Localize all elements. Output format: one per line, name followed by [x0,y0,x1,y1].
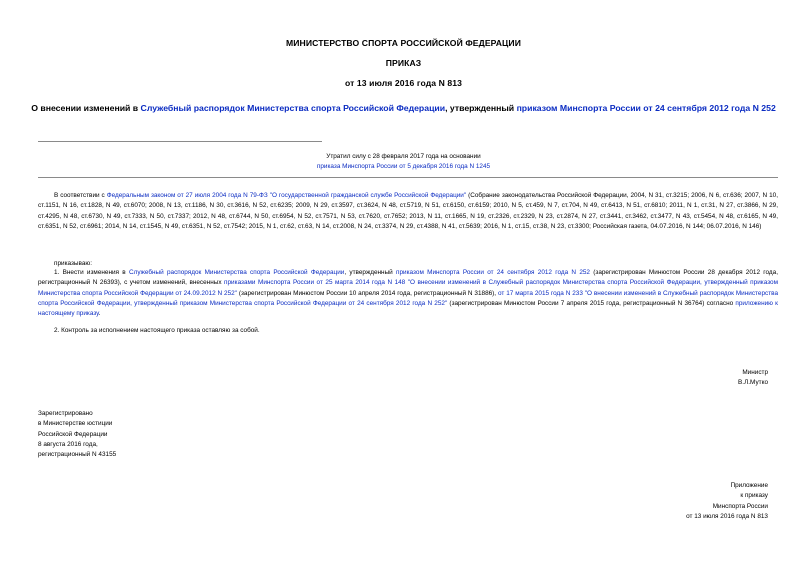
registration-line-2: в Министерстве юстиции [38,420,113,428]
preamble-link-law-79[interactable]: Федеральным законом от 27 июля 2004 года N 79-ФЗ "О государственной гражданской службе Российской Федерации" [106,192,467,199]
item1-link-order-148[interactable]: приказами Минспорта России от 25 марта 2014 года N 148 "О внесении изменений в Служебный распорядок Министерства спорта Российской Федерации, утвержденный приказом Министерства спорта Российской Федерации от 24.09.2012 N 252" [38,279,778,297]
item1-text-1: 1. Внести изменения в [54,269,129,276]
item-1-paragraph [38,268,778,319]
item1-link-appendix[interactable]: приложению к настоящему приказу [38,299,778,318]
item1-link-order-252[interactable]: приказом Минспорта России от 24 сентября 2012 года N 252 [396,269,590,276]
title-prefix: О внесении изменений в [31,103,141,113]
item-2-paragraph: 2. Контроль за исполнением настоящего приказа оставляю за собой. [54,327,260,334]
appendix-line-3: Минспорта России [712,502,768,510]
appendix-block [686,481,768,522]
status-line: Утратил силу с 28 февраля 2017 года на основании [326,153,481,160]
order-word: приказываю: [54,260,92,267]
appendix-line-4: от 13 июля 2016 года N 813 [686,512,768,520]
title-middle: , утвержденный [445,103,517,113]
title-link-order-252[interactable]: приказом Минспорта России от 24 сентября 2012 года N 252 [516,103,776,113]
preamble-text-2: (Собрание законодательства Российской Федерации, 2004, N 31, ст.3215; 2006, N 6, ст.636; 2007, N 10, ст.1151, N 16, ст.1828, N 49, ст.6070; 2008, N 13, ст.1186, N 30, ст.3616, N 52, ст.6235; 2009, N 29, ст.3597, ст.3624, N 48, ст.5719, N 51, ст.6150, ст.6159; 2010, N 5, ст.459, N 7, ст.704, N 49, ст.6413, N 51, ст.6810; 2011, N 1, ст.31, N 27, ст.3866, N 29, ст.4295, N 48, ст.6730, N 49, ст.7333, N 50, ст.7337; 2012, N 48, ст.6744, N 50, ст.6954, N 52, ст.7571, N 53, ст.7620, ст.7652; 2013, N 11, ст.1665, N 19, ст.2326, ст.2329, N 23, ст.2874, N 27, ст.3441, ст.3462, ст.3477, N 43, ст.5454, N 48, ст.6165, N 49, ст.6351, N 52, ст.6961; 2014, N 14, ст.1545, N 49, ст.6351, N 52, ст.7542; 2015, N 1, ст.62, ст.63, N 14, ст.2008, N 24, ст.3374, N 29, ст.4388, N 41, ст.5639; 2016, N 1, ст.15, ст.38, N 23, ст.3300; Российская газета, 04.07.2016, N 144; 06.07.2016, N 146) [38,192,778,230]
registration-line-3: Российской Федерации [38,430,108,438]
item1-text-2: , утвержденный [344,269,397,276]
divider-short [38,141,322,142]
ministry-heading: МИНИСТЕРСТВО СПОРТА РОССИЙСКОЙ ФЕДЕРАЦИИ [285,38,521,48]
item1-link-service-rules[interactable]: Служебный распорядок Министерства спорта Российской Федерации [128,269,345,276]
status-note [0,152,807,173]
appendix-line-2: к приказу [740,492,768,500]
preamble-text-1: В соответствии с [54,192,107,199]
registration-line-4: 8 августа 2016 года, [38,440,98,448]
signature-name: В.Л.Мутко [738,379,768,387]
doc-date-number: от 13 июля 2016 года N 813 [344,78,463,88]
item1-link-order-233[interactable]: от 17 марта 2015 года N 233 "О внесении изменений в Служебный распорядок Министерства спорта Российской Федерации, утвержденный приказом Министерства спорта Российской Федерации от 24 сентября 2012 года N 252" [38,289,779,307]
title-link-service-rules[interactable]: Служебный распорядок Министерства спорта Российской Федерации [140,103,446,113]
preamble-paragraph [38,191,778,232]
appendix-line-1: Приложение [730,482,768,489]
item1-text-4: (зарегистрирован Минюстом России 10 апреля 2014 года, регистрационный N 31886), [236,289,498,297]
signature-position: Министр [742,369,768,376]
item1-text-3: (зарегистрирован Минюстом России 28 декабря 2012 года, регистрационный N 26393), с учетом изменений, внесенных [38,269,778,287]
document-title [30,103,777,114]
status-link-order-1245[interactable]: приказа Минспорта России от 5 декабря 2016 года N 1245 [316,163,491,171]
item1-text-6: . [98,310,101,318]
registration-block [38,409,116,460]
divider-full [38,177,778,178]
item1-text-5: (зарегистрирован Минюстом России 7 апреля 2015 года, регистрационный N 36764) согласно [447,299,736,307]
signature-block [738,368,768,389]
registration-line-5: регистрационный N 43155 [38,451,117,459]
registration-line-1: Зарегистрировано [38,410,93,417]
doc-type-heading: ПРИКАЗ [385,58,422,68]
